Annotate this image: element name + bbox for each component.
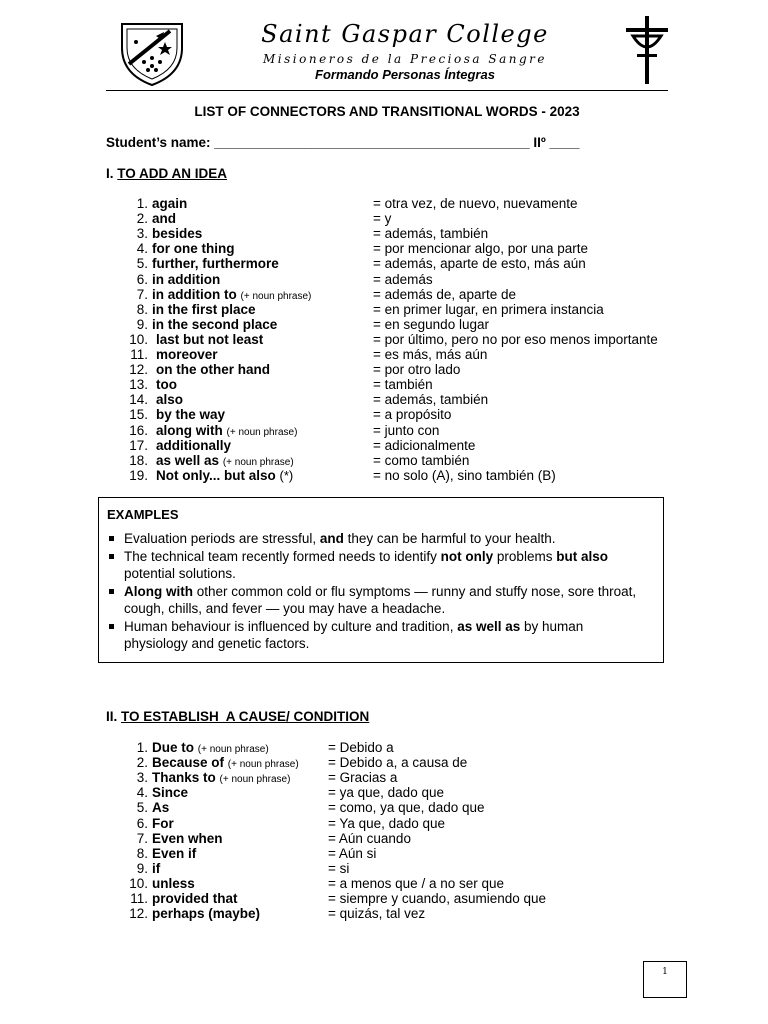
item-translation: = además, también (373, 226, 489, 242)
bullet-icon (109, 536, 114, 541)
item-term (156, 468, 293, 483)
section-title: TO ESTABLISH A CAUSE/ CONDITION (121, 709, 370, 724)
list-item (0, 392, 768, 407)
list-item (0, 241, 768, 256)
item-translation: = en segundo lugar (373, 316, 489, 332)
item-translation: = a menos que / a no ser que (328, 875, 504, 891)
list-item (0, 423, 768, 438)
item-translation: = no solo (A), sino también (B) (373, 467, 556, 483)
list-item (0, 816, 768, 831)
item-number: 3. (136, 770, 148, 786)
item-term-text: provided that (152, 891, 238, 906)
example-connector: but also (556, 548, 608, 564)
item-term (152, 196, 187, 211)
item-term (156, 362, 270, 377)
item-term (156, 332, 263, 347)
list-item (0, 287, 768, 302)
item-translation: = Aún si (328, 845, 377, 861)
college-shield-logo (118, 18, 186, 88)
list-item (0, 438, 768, 453)
item-note: (+ noun phrase) (240, 290, 312, 302)
item-term (152, 846, 196, 861)
item-term-text: again (152, 196, 188, 211)
item-translation: = es más, más aún (373, 347, 488, 362)
item-term (152, 241, 234, 256)
item-translation: = como, ya que, dado que (328, 800, 485, 816)
item-number: 4. (136, 785, 148, 801)
bullet-icon (109, 624, 114, 629)
header-divider (106, 90, 668, 91)
example-item (107, 583, 647, 618)
item-number: 9. (136, 316, 148, 332)
item-translation: = Debido a, a causa de (328, 755, 468, 771)
item-term-text: Even when (152, 830, 223, 846)
item-note: (+ noun phrase) (227, 759, 299, 771)
example-item (107, 618, 647, 653)
item-note: (+ noun phrase) (197, 744, 269, 755)
item-translation: = también (373, 377, 433, 393)
example-text: potential solutions. (124, 566, 236, 581)
item-term-text: additionally (156, 437, 232, 453)
item-translation: = a propósito (373, 407, 452, 423)
list-item (0, 317, 768, 332)
item-term (152, 891, 238, 906)
item-number: 4. (136, 241, 148, 257)
item-number: 15. (129, 407, 148, 423)
item-term-text: Not only... but also (156, 467, 276, 483)
example-connector: not only (440, 548, 494, 564)
item-term (156, 407, 225, 422)
item-number: 3. (136, 226, 148, 242)
item-term-text: Due to (152, 740, 194, 755)
item-translation: = otra vez, de nuevo, nuevamente (373, 196, 578, 211)
item-translation: = junto con (373, 422, 440, 438)
list-item (0, 906, 768, 921)
list-item (0, 407, 768, 422)
examples-list (107, 530, 647, 653)
item-term (152, 256, 279, 271)
item-number: 6. (136, 271, 148, 287)
item-number: 1. (136, 740, 148, 755)
item-number: 7. (136, 286, 148, 302)
list-item (0, 755, 768, 770)
item-number: 14. (129, 392, 148, 408)
bullet-icon (109, 554, 114, 559)
item-term (156, 438, 231, 453)
item-number: 10. (129, 331, 148, 347)
item-term-text: moreover (156, 347, 218, 362)
item-term (152, 876, 195, 891)
item-number: 16. (129, 422, 148, 438)
item-note: (*) (279, 467, 294, 483)
item-term-text: in the first place (152, 301, 256, 317)
item-number: 8. (136, 845, 148, 861)
item-note: (+ noun phrase) (219, 774, 291, 786)
item-term-text: Because of (152, 755, 225, 771)
college-slogan: Formando Personas Íntegras (315, 67, 495, 82)
list-item (0, 740, 768, 755)
item-term-text: As (152, 800, 170, 816)
list-item (0, 196, 768, 211)
item-term-text: unless (152, 875, 195, 891)
list-item (0, 332, 768, 347)
item-number: 9. (136, 860, 148, 876)
section-title: TO ADD AN IDEA (117, 166, 228, 181)
item-term-text: along with (156, 422, 223, 438)
college-motto: Misioneros de la Preciosa Sangre (263, 52, 547, 66)
list-item (0, 453, 768, 468)
item-translation: = por último, pero no por eso menos importante (373, 331, 658, 347)
item-term-text: perhaps (maybe) (152, 906, 261, 922)
item-term (152, 211, 176, 226)
item-translation: = Ya que, dado que (328, 815, 445, 831)
section-heading-add-idea (106, 166, 227, 181)
item-term (156, 377, 177, 392)
list-item (0, 876, 768, 891)
example-text: they can be harmful to your health. (343, 531, 556, 546)
item-translation: = quizás, tal vez (328, 906, 426, 922)
student-name-line: Student’s name: __________________________________________ IIº ____ (106, 135, 580, 150)
list-item (0, 302, 768, 317)
example-item (107, 548, 647, 583)
item-number: 5. (136, 800, 148, 816)
item-term-text: also (156, 392, 184, 408)
item-number: 12. (129, 906, 148, 922)
item-translation: = Aún cuando (328, 830, 411, 846)
item-term-text: by the way (156, 407, 226, 423)
item-translation: = Gracias a (328, 770, 398, 786)
cross-chalice-icon (622, 14, 672, 86)
item-number: 19. (129, 467, 148, 483)
item-term (152, 816, 174, 831)
page-number: 1 (643, 961, 687, 998)
item-term-text: Thanks to (152, 770, 216, 786)
example-text: Human behaviour is influenced by culture and tradition, (124, 618, 458, 634)
item-term-text: for one thing (152, 241, 235, 257)
item-translation: = adicionalmente (373, 437, 476, 453)
item-term-text: Even if (152, 845, 197, 861)
example-text: problems (493, 548, 557, 564)
item-number: 12. (129, 362, 148, 378)
document-title: LIST OF CONNECTORS AND TRANSITIONAL WORDS - 2023 (194, 104, 580, 119)
item-number: 2. (136, 211, 148, 227)
item-term (152, 785, 188, 800)
item-term-text: if (152, 860, 161, 876)
examples-title: EXAMPLES (107, 507, 179, 522)
item-note: (+ noun phrase) (226, 426, 298, 438)
item-term-text: in addition (152, 271, 221, 287)
bullet-icon (109, 589, 114, 594)
item-translation: = además, aparte de esto, más aún (373, 256, 586, 272)
item-translation: = en primer lugar, en primera instancia (373, 301, 604, 317)
list-item (0, 846, 768, 861)
item-translation: = siempre y cuando, asumiendo que (328, 891, 547, 906)
item-term (152, 906, 260, 921)
item-number: 7. (136, 830, 148, 846)
section-number: II. (106, 709, 118, 724)
item-term-text: Since (152, 785, 189, 801)
example-text: The technical team recently formed needs to identify (124, 548, 441, 564)
item-term (152, 831, 223, 846)
item-term-text: last but not least (156, 331, 264, 347)
item-number: 10. (129, 875, 148, 891)
item-term-text: too (156, 377, 177, 393)
item-term-text: as well as (156, 452, 220, 468)
item-term-text: For (152, 815, 174, 831)
item-number: 18. (129, 452, 148, 468)
item-term (152, 861, 160, 876)
section-number: I. (106, 166, 114, 181)
item-translation: = si (328, 860, 350, 876)
college-name: Saint Gaspar College (261, 20, 549, 48)
example-connector: as well as (457, 618, 521, 634)
list-item (0, 800, 768, 815)
item-translation: = por mencionar algo, por una parte (373, 241, 589, 257)
item-number: 2. (136, 755, 148, 771)
list-item (0, 468, 768, 483)
list-item (0, 211, 768, 226)
list-item (0, 272, 768, 287)
item-term-text: in addition to (152, 286, 237, 302)
item-number: 11. (130, 891, 148, 906)
item-term-text: and (152, 211, 177, 227)
item-translation: = por otro lado (373, 362, 461, 378)
list-item (0, 347, 768, 362)
item-note: (+ noun phrase) (222, 456, 294, 468)
example-text: Evaluation periods are stressful, (124, 531, 320, 546)
item-number: 6. (136, 815, 148, 831)
item-term-text: in the second place (152, 316, 278, 332)
item-term (156, 392, 183, 407)
item-translation: = además (373, 271, 433, 287)
item-term (152, 302, 256, 317)
item-number: 5. (136, 256, 148, 272)
item-term (156, 347, 218, 362)
example-connector: and (319, 531, 344, 546)
list-item (0, 256, 768, 271)
item-term-text: besides (152, 226, 203, 242)
item-term (152, 800, 169, 815)
list-item (0, 226, 768, 241)
list-item (0, 362, 768, 377)
item-translation: = además de, aparte de (373, 286, 516, 302)
list-item (0, 861, 768, 876)
item-number: 1. (136, 196, 148, 211)
list-item (0, 785, 768, 800)
item-translation: = como también (373, 452, 470, 468)
item-term (152, 226, 202, 241)
list-item (0, 891, 768, 906)
item-number: 13. (129, 377, 148, 393)
item-translation: = Debido a (328, 740, 394, 755)
item-term (152, 317, 277, 332)
section-heading-cause-condition (106, 709, 369, 724)
item-translation: = además, también (373, 392, 489, 408)
example-connector: Along with (124, 583, 193, 599)
example-text: other common cold or flu symptoms — runny and stuffy nose, sore throat, cough, chills, and fever — you may have a headache. (124, 583, 637, 616)
list-item (0, 770, 768, 785)
item-translation: = ya que, dado que (328, 785, 444, 801)
item-number: 8. (136, 301, 148, 317)
item-term-text: further, furthermore (152, 256, 279, 272)
example-text: by human physiology and genetic factors. (124, 618, 584, 651)
list-item (0, 831, 768, 846)
item-number: 17. (129, 437, 148, 453)
item-number: 11. (130, 347, 148, 362)
example-item (107, 530, 647, 548)
list-item (0, 377, 768, 392)
item-term (152, 272, 220, 287)
item-translation: = y (373, 211, 392, 227)
item-term-text: on the other hand (156, 362, 270, 378)
